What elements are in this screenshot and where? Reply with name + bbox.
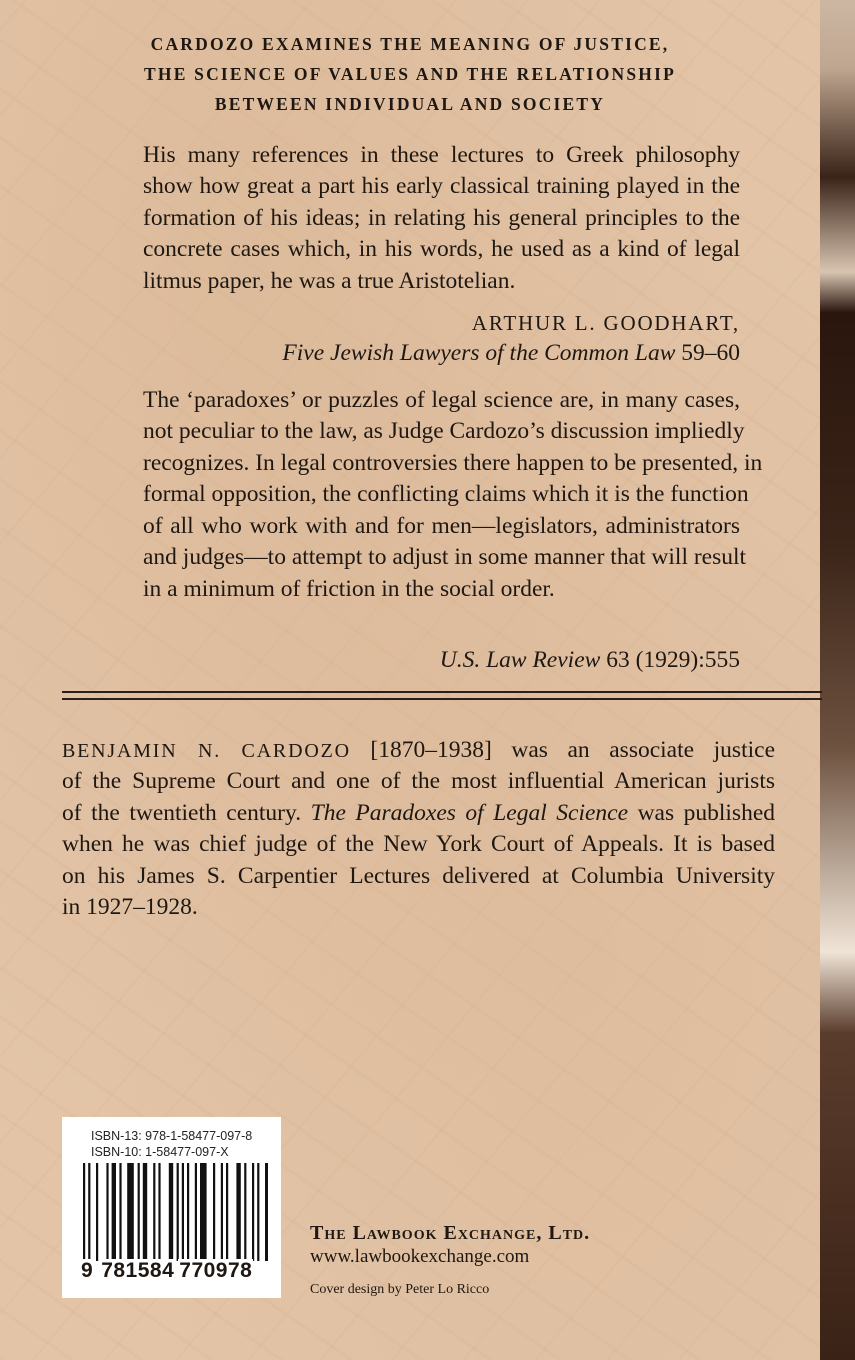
author-name: BENJAMIN N. CARDOZO [62, 740, 351, 762]
quote-source: Five Jewish Lawyers of the Common Law 59–60 [282, 340, 740, 366]
bio-line: in 1927–1928. [62, 894, 198, 920]
barcode-bar [143, 1163, 147, 1261]
quote-line: The ‘paradoxes’ or puzzles of legal science are, in many cases, [143, 387, 740, 413]
isbn-10: ISBN-10: 1-58477-097-X [91, 1145, 229, 1159]
publisher-url[interactable]: www.lawbookexchange.com [310, 1246, 530, 1267]
quote-line: formal opposition, the conflicting claims which it is the function [143, 481, 749, 507]
barcode-bar [106, 1163, 108, 1261]
barcode-bar [112, 1163, 116, 1261]
barcode-bar [200, 1163, 207, 1273]
barcode-bar [177, 1163, 179, 1261]
barcode-bar [138, 1163, 140, 1261]
isbn-barcode [62, 1117, 281, 1298]
quote-line: concrete cases which, in his words, he used as a kind of legal [143, 236, 740, 262]
barcode-bar [169, 1163, 173, 1261]
publisher-name: The Lawbook Exchange, Ltd. [310, 1222, 591, 1244]
barcode-bar [265, 1163, 268, 1261]
barcode-bar [182, 1163, 184, 1261]
barcode-bar [226, 1163, 228, 1261]
heading-line: BETWEEN INDIVIDUAL AND SOCIETY [214, 94, 606, 114]
barcode-bar [187, 1163, 189, 1273]
quote-line: His many references in these lectures to Greek philosophy [143, 142, 740, 168]
bio-line: when he was chief judge of the New York Court of Appeals. It is based [62, 831, 775, 857]
quote-line: of all who work with and for men—legislators, administrators [143, 513, 740, 539]
quote-line: and judges—to attempt to adjust in some manner that will result [143, 544, 747, 570]
barcode-bar [257, 1163, 259, 1261]
barcode-bar [119, 1163, 121, 1261]
quote-line: recognizes. In legal controversies there happen to be presented, in [143, 450, 763, 476]
photo-strip [820, 0, 855, 1360]
barcode-bar [244, 1163, 246, 1261]
quote-line: show how great a part his early classical training played in the [143, 173, 740, 199]
quote-author: ARTHUR L. GOODHART, [471, 311, 740, 335]
barcode-digits: 9 781584 770978 [81, 1259, 253, 1282]
barcode-bar [213, 1163, 215, 1261]
cover-credit: Cover design by Peter Lo Ricco [310, 1282, 490, 1297]
bio-line: of the Supreme Court and one of the most influential American jurists [62, 768, 775, 794]
barcode-bar [88, 1163, 90, 1273]
book-title: The Paradoxes of Legal Science [310, 800, 629, 826]
isbn-13: ISBN-13: 978-1-58477-097-8 [91, 1129, 253, 1143]
heading-line: THE SCIENCE OF VALUES AND THE RELATIONSHIP [144, 64, 676, 84]
barcode-bar [158, 1163, 160, 1261]
quote-line: not peculiar to the law, as Judge Cardozo’s discussion impliedly [143, 418, 745, 444]
bio-line: on his James S. Carpentier Lectures delivered at Columbia University [62, 863, 775, 889]
quote-line: formation of his ideas; in relating his general principles to the [143, 205, 740, 231]
barcode-bar [83, 1163, 85, 1273]
barcode-bar [221, 1163, 223, 1261]
quote-source: U.S. Law Review 63 (1929):555 [439, 647, 740, 673]
barcode-bar [195, 1163, 197, 1273]
divider-rule [62, 698, 822, 700]
quote-line: in a minimum of friction in the social order. [143, 576, 555, 602]
barcode-bar [153, 1163, 155, 1261]
heading-line: CARDOZO EXAMINES THE MEANING OF JUSTICE, [150, 34, 670, 54]
barcode-bar [96, 1163, 98, 1261]
barcode-bar [252, 1163, 254, 1261]
barcode-bar [127, 1163, 134, 1261]
quote-line: litmus paper, he was a true Aristotelian. [143, 268, 516, 294]
barcode-bars [83, 1163, 268, 1273]
divider-rule [62, 691, 822, 693]
barcode-bar [236, 1163, 240, 1261]
